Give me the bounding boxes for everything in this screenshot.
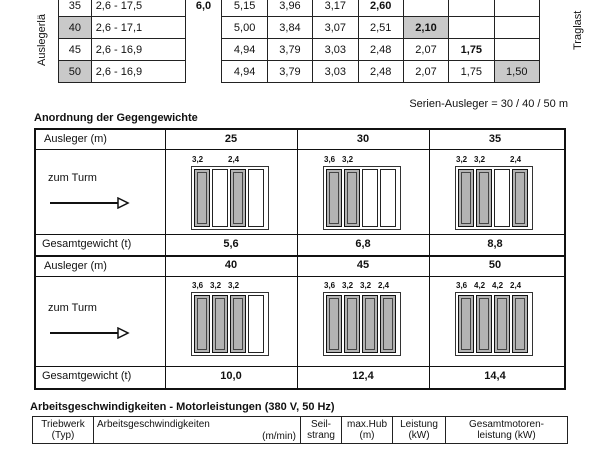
range-cell: 2,6 - 16,9 bbox=[91, 61, 185, 83]
jib-length-header: 25 bbox=[224, 133, 238, 145]
counterweight-block bbox=[230, 169, 246, 227]
counterweight-block bbox=[380, 295, 396, 353]
block-weight-label: 3,2 bbox=[210, 281, 222, 290]
load-table-right-label: Traglast bbox=[572, 10, 584, 50]
jib-length-cell: 50 bbox=[59, 61, 92, 83]
empty-slot bbox=[248, 295, 264, 353]
counterweight-block bbox=[458, 169, 474, 227]
block-weight-label: 2,4 bbox=[510, 155, 522, 164]
empty-slot bbox=[362, 169, 378, 227]
jib-length-header: 45 bbox=[356, 259, 370, 271]
motor-table bbox=[32, 416, 568, 444]
load-value-cell: 1,50 bbox=[494, 61, 539, 83]
counterweight-block bbox=[326, 169, 342, 227]
counterweight-block bbox=[476, 169, 492, 227]
direction-arrow-icon bbox=[50, 326, 130, 344]
load-table-row bbox=[59, 39, 540, 61]
load-value-cell bbox=[449, 0, 494, 17]
load-table-side-label: Auslegerlä bbox=[36, 14, 48, 66]
col-speeds bbox=[94, 417, 301, 444]
load-capacity-table bbox=[58, 0, 540, 83]
jib-length-cell: 45 bbox=[59, 39, 92, 61]
col-power: Leistung (kW) bbox=[393, 417, 446, 444]
empty-slot bbox=[380, 169, 396, 227]
load-table-row bbox=[59, 17, 540, 39]
load-value-cell: 2,60 bbox=[358, 0, 403, 17]
load-value-cell: 4,94 bbox=[222, 39, 267, 61]
total-weight-value: 6,8 bbox=[355, 238, 371, 250]
counterweight-block bbox=[362, 295, 378, 353]
load-value-cell: 3,17 bbox=[313, 0, 358, 17]
block-weight-label: 3,6 bbox=[324, 281, 336, 290]
max-load-cell bbox=[185, 61, 222, 83]
block-weight-label: 3,2 bbox=[192, 155, 204, 164]
total-weight-label: Gesamtgewicht (t) bbox=[42, 238, 132, 250]
load-value-cell bbox=[449, 17, 494, 39]
jib-length-header: 50 bbox=[488, 259, 502, 271]
col-rope: Seil- strang bbox=[301, 417, 342, 444]
load-value-cell: 2,07 bbox=[403, 39, 448, 61]
block-weight-label: 4,2 bbox=[474, 281, 486, 290]
counterweight-block bbox=[458, 295, 474, 353]
max-load-cell bbox=[185, 39, 222, 61]
block-weight-label: 4,2 bbox=[492, 281, 504, 290]
block-weight-label: 2,4 bbox=[378, 281, 390, 290]
load-value-cell: 5,15 bbox=[222, 0, 267, 17]
load-value-cell: 1,75 bbox=[449, 39, 494, 61]
col-speeds-label: Arbeitsgeschwindigkeiten bbox=[97, 419, 210, 430]
load-value-cell: 2,10 bbox=[403, 17, 448, 39]
counterweight-block bbox=[494, 295, 510, 353]
load-value-cell: 2,51 bbox=[358, 17, 403, 39]
load-value-cell: 2,48 bbox=[358, 39, 403, 61]
load-value-cell: 5,00 bbox=[222, 17, 267, 39]
max-load-cell: 6,0 bbox=[185, 0, 222, 17]
block-weight-label: 3,2 bbox=[456, 155, 468, 164]
load-value-cell: 3,07 bbox=[313, 17, 358, 39]
jib-length-cell: 35 bbox=[59, 0, 92, 17]
block-weight-label: 3,2 bbox=[342, 155, 354, 164]
load-value-cell: 1,75 bbox=[449, 61, 494, 83]
jib-length-cell: 40 bbox=[59, 17, 92, 39]
counterweight-block bbox=[326, 295, 342, 353]
counterweight-block bbox=[512, 295, 528, 353]
counterweight-block bbox=[344, 295, 360, 353]
block-weight-label: 2,4 bbox=[228, 155, 240, 164]
total-weight-value: 8,8 bbox=[487, 238, 503, 250]
counterweight-title: Anordnung der Gegengewichte bbox=[34, 112, 198, 124]
empty-slot bbox=[212, 169, 228, 227]
block-weight-label: 3,2 bbox=[360, 281, 372, 290]
load-value-cell bbox=[494, 17, 539, 39]
block-weight-label: 3,2 bbox=[474, 155, 486, 164]
col-total-power: Gesamtmotoren- leistung (kW) bbox=[446, 417, 568, 444]
col-drive-type: Triebwerk (Typ) bbox=[33, 417, 94, 444]
jib-length-header: 30 bbox=[356, 133, 370, 145]
load-value-cell bbox=[494, 0, 539, 17]
counterweight-block bbox=[194, 295, 210, 353]
load-value-cell: 4,94 bbox=[222, 61, 267, 83]
range-cell: 2,6 - 17,1 bbox=[91, 17, 185, 39]
block-weight-label: 2,4 bbox=[510, 281, 522, 290]
block-weight-label: 3,6 bbox=[192, 281, 204, 290]
load-value-cell: 3,79 bbox=[267, 39, 312, 61]
col-speeds-unit: (m/min) bbox=[262, 431, 296, 442]
counterweight-block bbox=[230, 295, 246, 353]
total-weight-value: 10,0 bbox=[220, 370, 242, 382]
range-cell: 2,6 - 17,5 bbox=[91, 0, 185, 17]
block-weight-label: 3,6 bbox=[324, 155, 336, 164]
direction-label: zum Turm bbox=[48, 302, 97, 314]
jib-length-header: 35 bbox=[488, 133, 502, 145]
range-cell: 2,6 - 16,9 bbox=[91, 39, 185, 61]
total-weight-value: 12,4 bbox=[352, 370, 374, 382]
block-weight-label: 3,6 bbox=[456, 281, 468, 290]
load-value-cell: 2,07 bbox=[403, 61, 448, 83]
total-weight-value: 14,4 bbox=[484, 370, 506, 382]
col-max-hub: max.Hub (m) bbox=[342, 417, 393, 444]
counterweight-block bbox=[512, 169, 528, 227]
block-weight-label: 3,2 bbox=[228, 281, 240, 290]
load-value-cell: 3,84 bbox=[267, 17, 312, 39]
jib-label: Ausleger (m) bbox=[44, 133, 107, 145]
total-weight-value: 5,6 bbox=[223, 238, 239, 250]
direction-arrow-icon bbox=[50, 196, 130, 214]
block-weight-label: 3,2 bbox=[342, 281, 354, 290]
direction-label: zum Turm bbox=[48, 172, 97, 184]
empty-slot bbox=[248, 169, 264, 227]
load-value-cell bbox=[403, 0, 448, 17]
counterweight-block bbox=[476, 295, 492, 353]
load-table-row bbox=[59, 0, 540, 17]
counterweight-block bbox=[194, 169, 210, 227]
series-jib-note: Serien-Ausleger = 30 / 40 / 50 m bbox=[409, 98, 568, 110]
load-value-cell bbox=[494, 39, 539, 61]
counterweight-block bbox=[212, 295, 228, 353]
jib-length-header: 40 bbox=[224, 259, 238, 271]
load-value-cell: 3,96 bbox=[267, 0, 312, 17]
counterweight-table bbox=[34, 128, 566, 390]
jib-label: Ausleger (m) bbox=[44, 260, 107, 272]
max-load-cell bbox=[185, 17, 222, 39]
load-value-cell: 3,79 bbox=[267, 61, 312, 83]
load-value-cell: 3,03 bbox=[313, 39, 358, 61]
motor-section-title: Arbeitsgeschwindigkeiten - Motorleistungen (380 V, 50 Hz) bbox=[30, 401, 335, 413]
load-value-cell: 2,48 bbox=[358, 61, 403, 83]
load-table-row bbox=[59, 61, 540, 83]
load-value-cell: 3,03 bbox=[313, 61, 358, 83]
empty-slot bbox=[494, 169, 510, 227]
total-weight-label: Gesamtgewicht (t) bbox=[42, 370, 132, 382]
counterweight-block bbox=[344, 169, 360, 227]
